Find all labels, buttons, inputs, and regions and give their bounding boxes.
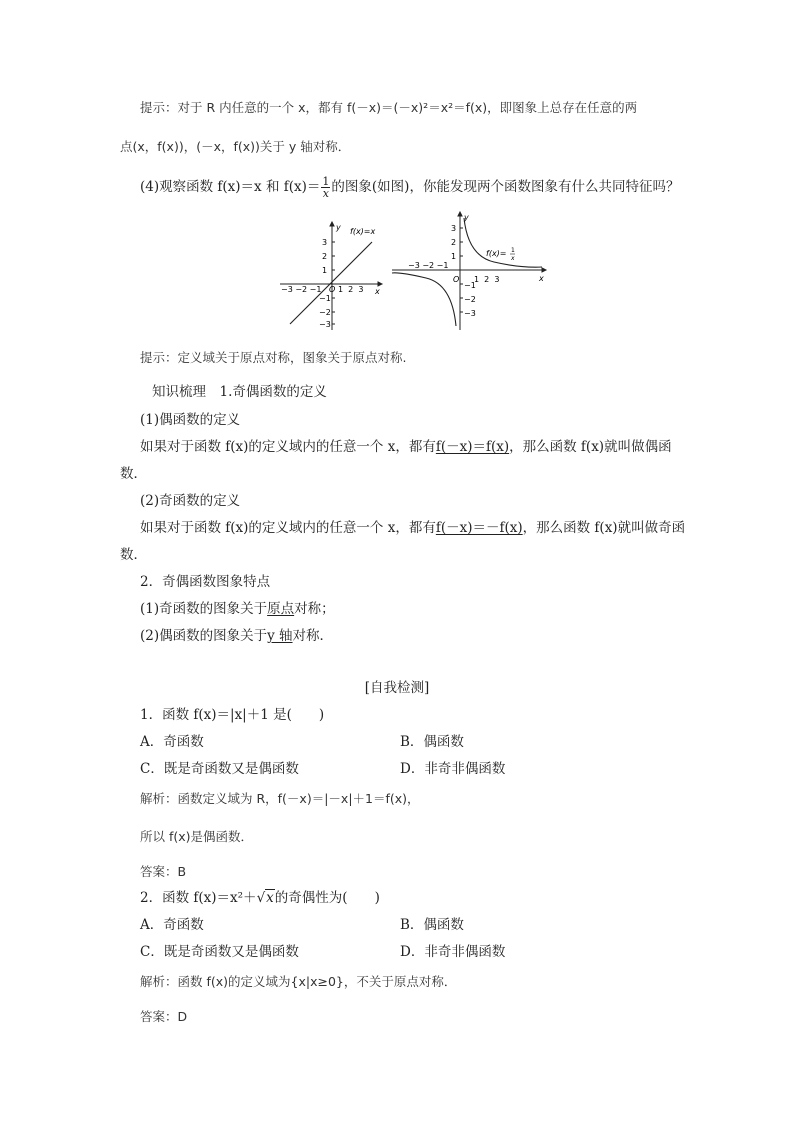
odd-definition-line2: 数． — [120, 547, 147, 563]
x-axis-arrow — [542, 268, 546, 272]
feature-odd-pre: (1)奇函数的图象关于 — [140, 601, 268, 617]
q2-stem-pre: 2．函数 f(x)＝x²＋ — [140, 890, 257, 906]
graph1-x-label: x — [375, 287, 380, 296]
graph2-y-tick: 2 — [451, 238, 457, 247]
q2-stem-post: 的奇偶性为( ) — [274, 890, 380, 906]
graph1-y-tick: −1 — [319, 294, 331, 303]
graph2-y-tick: 1 — [451, 252, 457, 261]
graph1-x-ticks-negative: −3 −2 −1 — [281, 285, 322, 294]
q1-option-b: B．偶函数 — [400, 734, 464, 750]
sqrt-radicand: x — [266, 890, 274, 906]
y-axis-arrow — [330, 222, 334, 226]
graph1-y-label: y — [336, 223, 341, 232]
q2-stem — [140, 888, 380, 908]
hint2: 提示：定义域关于原点对称，图象关于原点对称. — [140, 350, 407, 365]
q1-analysis-line1: 解析：函数定义域为 R，f(－x)＝|－x|＋1＝f(x)， — [140, 791, 420, 806]
q2-option-d: D．非奇非偶函数 — [400, 944, 506, 960]
q2-option-b: B．偶函数 — [400, 917, 464, 933]
odd-definition-title: (2)奇函数的定义 — [140, 493, 241, 509]
odd-def-post: ，那么函数 f(x)就叫做奇函 — [522, 520, 686, 536]
sqrt-symbol: √ — [256, 890, 266, 906]
hint1-line1: 提示：对于 R 内任意的一个 x，都有 f(－x)＝(－x)²＝x²＝f(x)，即图象上总存在任意的两 — [140, 100, 638, 115]
graph2-x-ticks-positive: 1 2 3 — [474, 275, 500, 284]
even-definition-line2: 数． — [120, 466, 147, 482]
q2-option-a: A．奇函数 — [140, 917, 204, 933]
q1-stem: 1．函数 f(x)＝|x|＋1 是( ) — [140, 707, 325, 723]
fraction-numerator: 1 — [322, 175, 330, 188]
graph2-label-num: 1 — [511, 247, 515, 254]
graph1-y-tick: 3 — [322, 238, 328, 247]
curve-fx-reciprocal-positive — [464, 218, 542, 267]
line-fx-x — [290, 242, 372, 324]
question4 — [140, 176, 679, 199]
feature-odd-underlined: 原点 — [267, 601, 295, 617]
q2-option-c: C．既是奇函数又是偶函数 — [140, 944, 299, 960]
graph-reciprocal — [390, 210, 548, 332]
x-axis-arrow — [378, 282, 382, 286]
even-def-pre: 如果对于函数 f(x)的定义域内的任意一个 x，都有 — [140, 439, 436, 455]
q1-option-d: D．非奇非偶函数 — [400, 761, 506, 777]
graph2-y-tick: −1 — [464, 281, 476, 290]
graph2-x-label: x — [539, 274, 544, 283]
even-definition-line1 — [140, 437, 672, 457]
graph2-origin: O — [453, 275, 460, 284]
graph2-x-ticks-negative: −3 −2 −1 — [408, 261, 449, 270]
feature-even-underlined: y 轴 — [267, 628, 293, 644]
q2-analysis: 解析：函数 f(x)的定义域为{x|x≥0}，不关于原点对称． — [140, 974, 457, 989]
hint1-line2: 点(x，f(x))，(－x，f(x))关于 y 轴对称． — [120, 139, 351, 154]
question4-prefix: (4)观察函数 f(x)＝x 和 f(x)＝ — [140, 179, 321, 195]
graph1-function-label: f(x)=x — [350, 227, 376, 236]
curve-fx-reciprocal-negative — [392, 273, 456, 326]
graph2-y-tick: −3 — [464, 309, 476, 318]
feature-even-pre: (2)偶函数的图象关于 — [140, 628, 268, 644]
graph1-x-ticks-positive: 1 2 3 — [338, 285, 364, 294]
graph1-y-tick: 2 — [322, 252, 328, 261]
graph1-y-tick: −2 — [319, 308, 331, 317]
graph2-y-tick: 3 — [451, 224, 457, 233]
graph2-label-den: x — [511, 255, 515, 262]
graph2-y-label: y — [464, 213, 469, 222]
q1-option-c: C．既是奇函数又是偶函数 — [140, 761, 299, 777]
graph1-y-tick: −3 — [319, 320, 331, 329]
even-definition-title: (1)偶函数的定义 — [140, 412, 241, 428]
features-title: 2．奇偶函数图象特点 — [140, 574, 271, 590]
self-check-heading: [自我检测] — [364, 680, 430, 696]
odd-definition-line1 — [140, 518, 685, 538]
feature-even-post: 对称． — [292, 628, 334, 644]
fraction-denominator: x — [322, 187, 330, 200]
question4-fraction — [321, 176, 330, 199]
odd-def-pre: 如果对于函数 f(x)的定义域内的任意一个 x，都有 — [140, 520, 436, 536]
feature-odd — [140, 599, 335, 619]
graph2-y-tick: −2 — [464, 295, 476, 304]
y-axis-arrow — [458, 212, 462, 216]
even-def-post: ，那么函数 f(x)就叫做偶函 — [509, 439, 672, 455]
graph1-y-tick: 1 — [322, 266, 328, 275]
feature-even — [140, 626, 333, 646]
graph2-function-label — [486, 247, 515, 262]
graph-linear — [276, 220, 384, 332]
q1-analysis-line2: 所以 f(x)是偶函数． — [140, 829, 254, 844]
odd-def-underlined: f(－x)＝－f(x) — [435, 520, 523, 536]
graph1-origin: O — [329, 285, 336, 294]
even-def-underlined: f(－x)＝f(x) — [435, 439, 510, 455]
knowledge-heading: 知识梳理 1.奇偶函数的定义 — [152, 384, 327, 400]
q1-answer: 答案：B — [140, 864, 187, 879]
feature-odd-post: 对称； — [294, 601, 335, 617]
q2-answer: 答案：D — [140, 1009, 188, 1024]
q1-option-a: A．奇函数 — [140, 734, 204, 750]
graph2-label-prefix: f(x)= — [486, 249, 507, 258]
question4-suffix: 的图象(如图)，你能发现两个函数图象有什么共同特征吗？ — [331, 179, 680, 195]
